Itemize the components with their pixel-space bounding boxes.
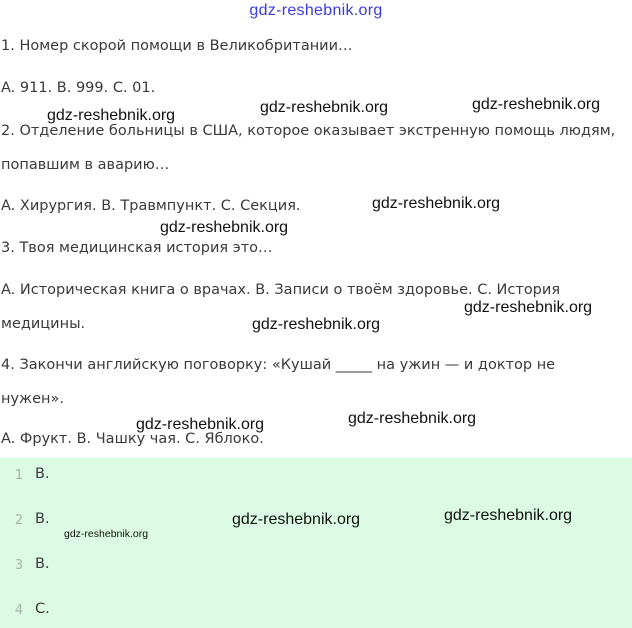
question-4: 4. Закончи английскую поговорку: «Кушай _____ на ужин — и доктор не <box>1 357 556 373</box>
watermark: gdz-reshebnik.org <box>232 511 361 528</box>
watermark: gdz-reshebnik.org <box>472 96 601 113</box>
watermark: gdz-reshebnik.org <box>136 416 265 433</box>
watermark: gdz-reshebnik.org <box>64 528 149 540</box>
question-2-continued: попавшим в аварию… <box>1 157 170 173</box>
question-2: 2. Отделение больницы в США, которое оказывает экстренную помощь людям, <box>1 123 616 139</box>
question-2-options: A. Хирургия. B. Травмпункт. C. Секция. <box>1 198 301 214</box>
question-3: 3. Твоя медицинская история это… <box>1 240 273 256</box>
question-3-options-continued: медицины. <box>1 316 86 332</box>
answer-row <box>0 556 632 576</box>
answer-number: 1 <box>14 468 24 483</box>
watermark: gdz-reshebnik.org <box>260 99 389 116</box>
watermark: gdz-reshebnik.org <box>252 316 381 333</box>
answer-row <box>0 601 632 621</box>
question-1: 1. Номер скорой помощи в Великобритании… <box>1 38 353 54</box>
answer-value: C. <box>35 601 50 617</box>
question-3-options: A. Историческая книга о врачах. B. Записи о твоём здоровье. C. История <box>1 282 561 298</box>
watermark: gdz-reshebnik.org <box>372 195 501 212</box>
question-4-options: A. Фрукт. B. Чашку чая. C. Яблоко. <box>1 431 264 447</box>
question-1-options: A. 911. B. 999. C. 01. <box>1 80 156 96</box>
answer-number: 2 <box>14 513 24 528</box>
answer-value: B. <box>35 466 50 482</box>
watermark: gdz-reshebnik.org <box>464 299 593 316</box>
answer-row <box>0 466 632 486</box>
watermark: gdz-reshebnik.org <box>444 507 573 524</box>
answers-panel <box>0 458 632 628</box>
watermark: gdz-reshebnik.org <box>160 219 289 236</box>
answer-number: 3 <box>14 558 24 573</box>
question-4-continued: нужен». <box>1 391 65 407</box>
answer-value: B. <box>35 556 50 572</box>
watermark: gdz-reshebnik.org <box>348 410 477 427</box>
answer-number: 4 <box>14 603 24 618</box>
site-header-link[interactable]: gdz-reshebnik.org <box>249 2 383 19</box>
watermark: gdz-reshebnik.org <box>47 107 176 124</box>
answer-value: B. <box>35 511 50 527</box>
